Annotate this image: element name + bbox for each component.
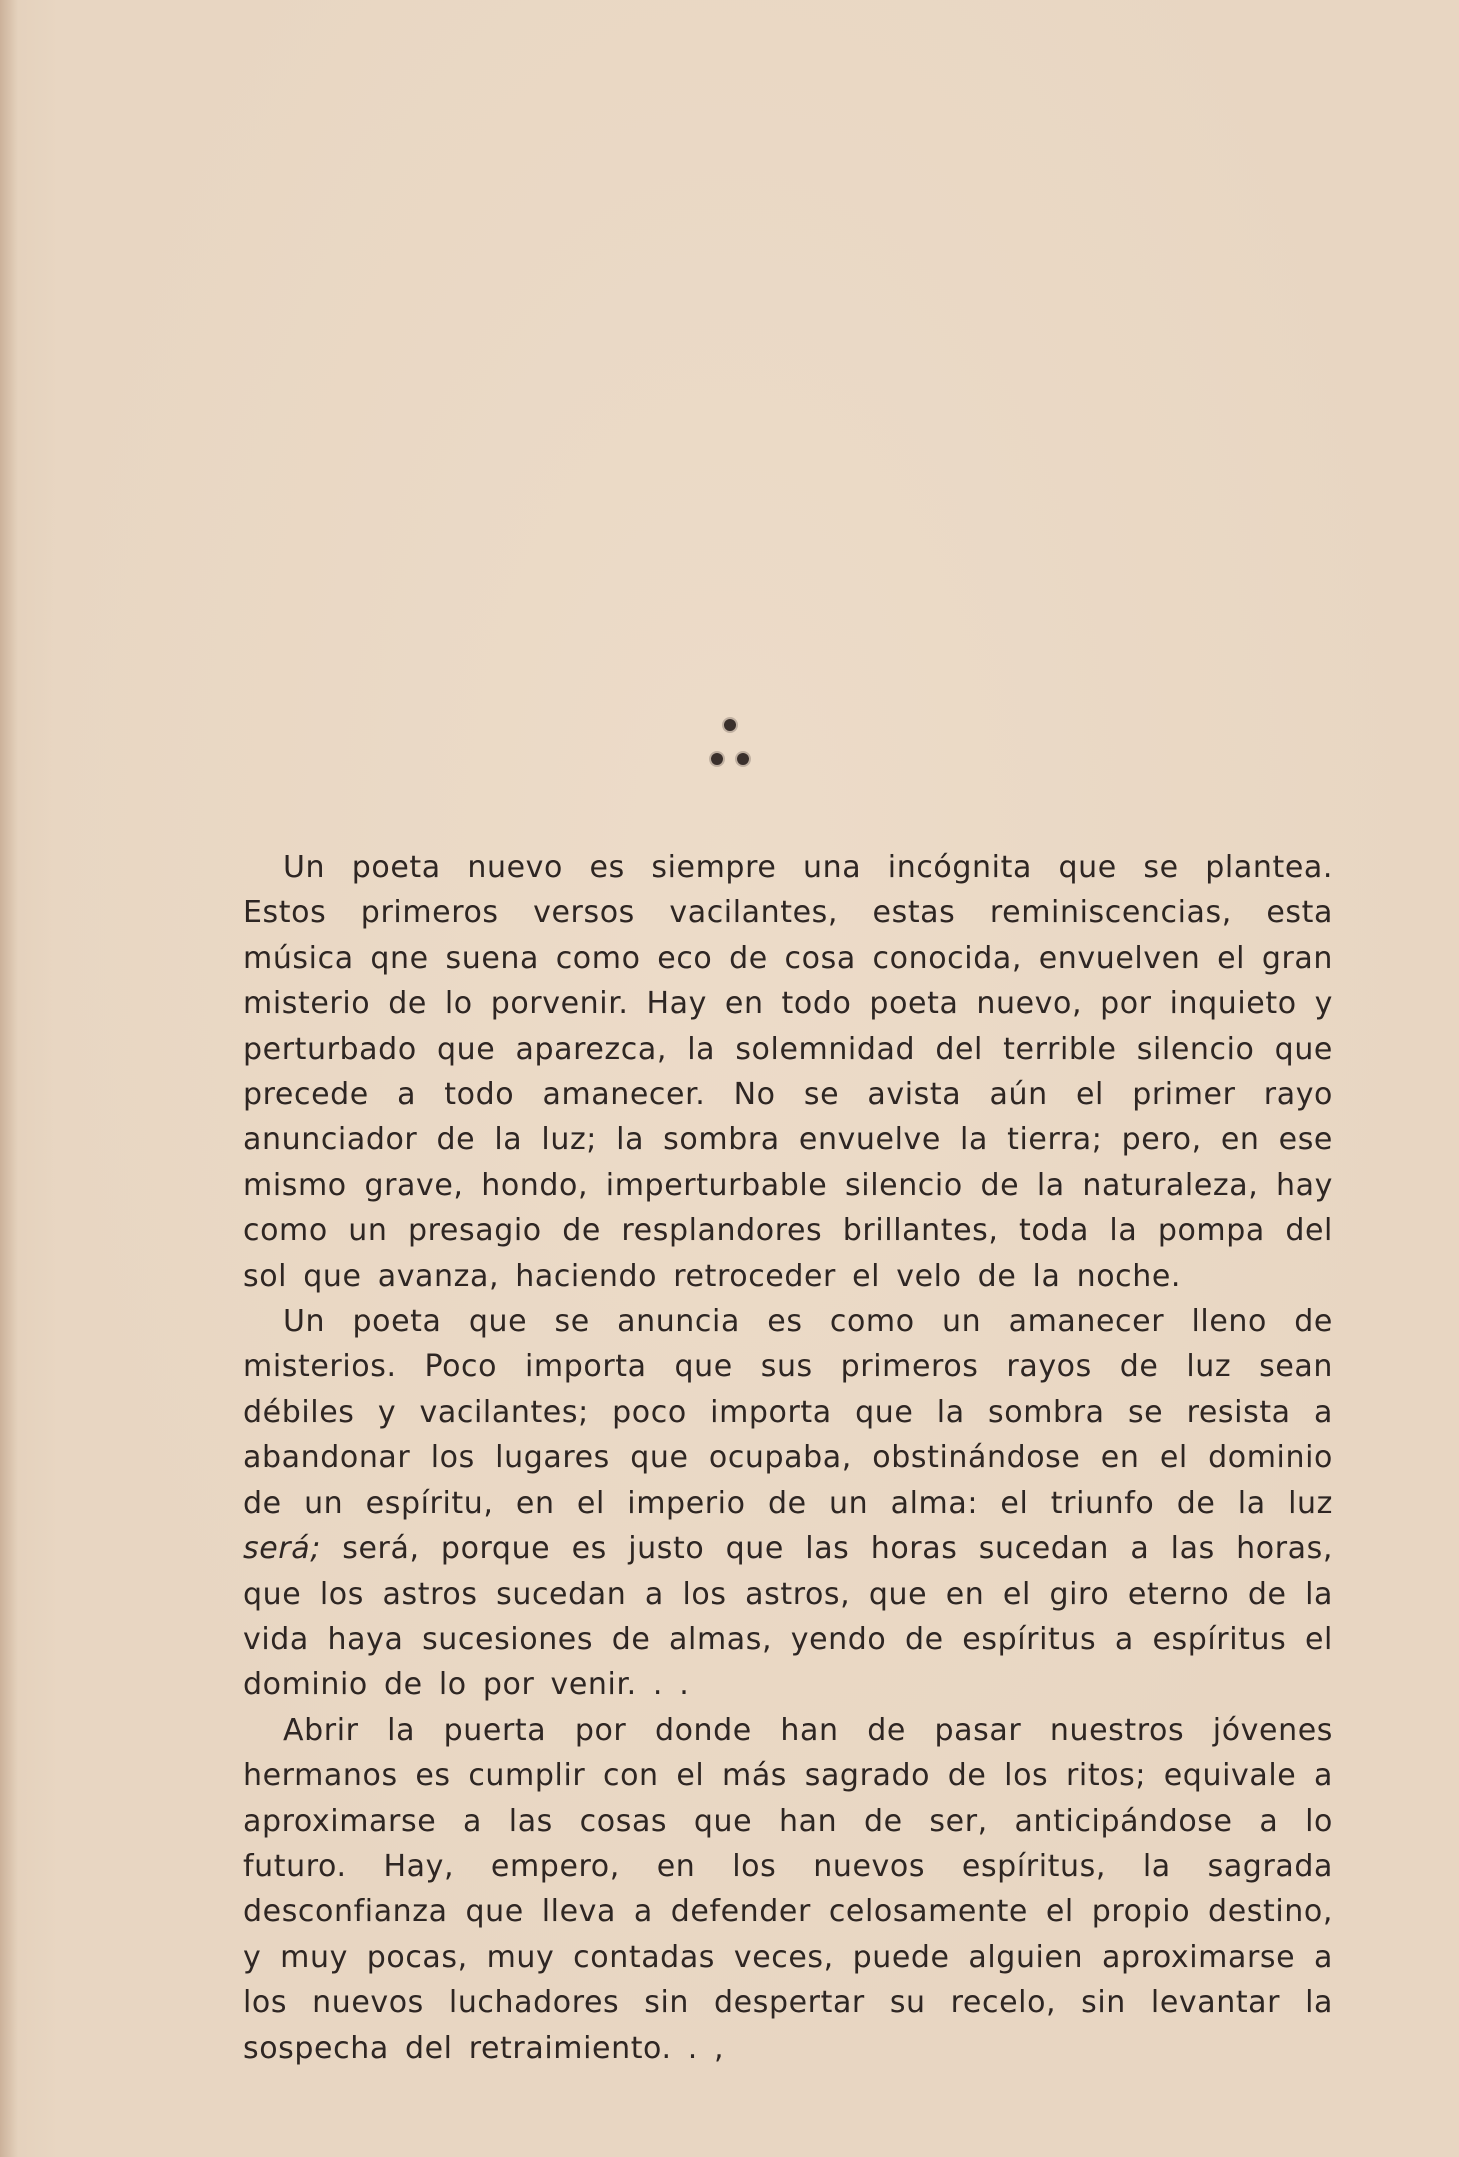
- paragraph-2: [243, 1299, 1333, 1708]
- paragraph-2-end: será, porque es justo que las horas sucedan a las horas, que los astros sucedan a los astros, que en el giro eterno de la vida haya sucesiones de almas, yendo de espíritus a espíritus el dominio de lo por venir. . .: [243, 1531, 1333, 1703]
- paragraph-1: Un poeta nuevo es siempre una incógnita que se plantea. Estos primeros versos vacilantes, estas reminiscencias, esta música qne suena como eco de cosa conocida, envuelven el gran misterio de lo porvenir. Hay en todo poeta nuevo, por inquieto y perturbado que aparezca, la solemnidad del terrible silencio que precede a todo amanecer. No se avista aún el primer rayo anunciador de la luz; la sombra envuelve la tierra; pero, en ese mismo grave, hondo, imperturbable silencio de la naturaleza, hay como un presagio de resplandores brillantes, toda la pompa del sol que avanza, haciendo retroceder el velo de la noche.: [243, 850, 1333, 1294]
- paragraph-3: Abrir la puerta por donde han de pasar nuestros jóvenes hermanos es cumplir con el más sagrado de los ritos; equivale a aproximarse a las cosas que han de ser, anticipándose a lo futuro. Hay, empero, en los nuevos espíritus, la sagrada desconfianza que lleva a defender celosamente el propio destino, y muy pocas, muy contadas veces, puede alguien aproximarse a los nuevos luchadores sin despertar su recelo, sin levantar la sospecha del retraimiento. . ,: [243, 1712, 1333, 2066]
- body-text: [243, 845, 1333, 2071]
- ornament-dot: [711, 753, 723, 765]
- ornament-top-row: [0, 718, 1459, 752]
- dinkus-ornament: [0, 718, 1459, 786]
- italic-word: será;: [243, 1531, 321, 1567]
- paragraph-2-start: Un poeta que se anuncia es como un amanecer lleno de misterios. Poco importa que sus primeros rayos de luz sean débiles y vacilantes; poco importa que la sombra se resista a abandonar los lugares que ocupaba, obstinándose en el dominio de un espíritu, en el imperio de un alma: el triunfo de la luz: [243, 1304, 1333, 1521]
- ornament-dot: [737, 753, 749, 765]
- ornament-dot: [724, 719, 736, 731]
- ornament-bottom-row: [0, 752, 1459, 786]
